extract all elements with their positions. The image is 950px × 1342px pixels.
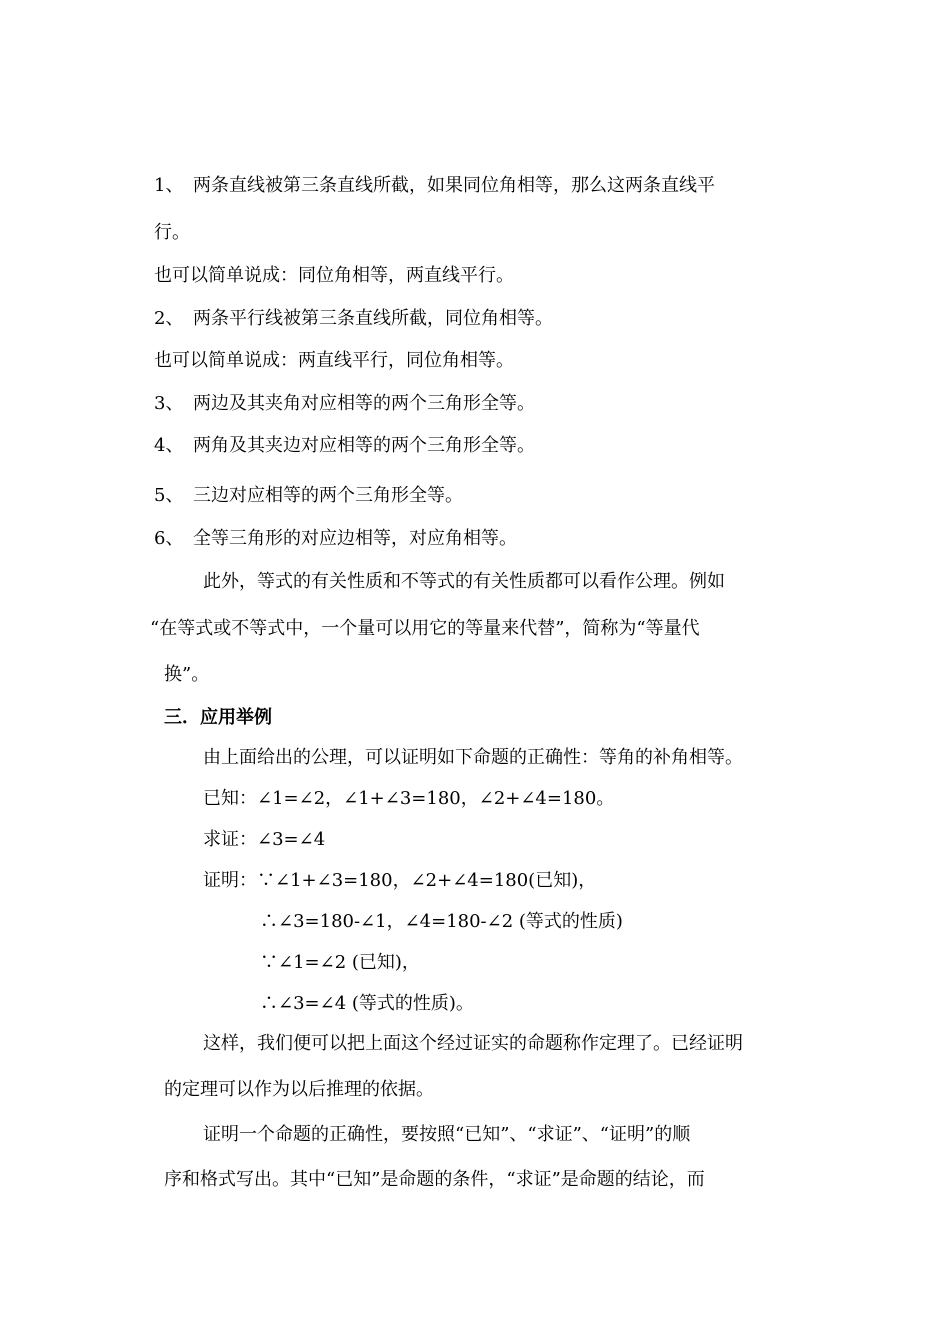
example-given: 已知：∠1=∠2，∠1+∠3=180，∠2+∠4=180。 [203, 788, 615, 809]
axiom-3-line-1: 两边及其夹角对应相等的两个三角形全等。 [193, 393, 535, 414]
axiom-5-number: 5、 [154, 485, 184, 506]
extra-line-1: 此外，等式的有关性质和不等式的有关性质都可以看作公理。例如 [203, 571, 725, 592]
axiom-6-line-1: 全等三角形的对应边相等，对应角相等。 [193, 528, 517, 549]
section-heading: 三．应用举例 [164, 707, 272, 728]
proof-line-3: ∵∠1=∠2 (已知)， [260, 952, 420, 973]
axiom-1-number: 1、 [154, 175, 184, 196]
axiom-1-note: 也可以简单说成：同位角相等，两直线平行。 [154, 265, 514, 286]
closing-p2-line-2: 序和格式写出。其中“已知”是命题的条件，“求证”是命题的结论，而 [164, 1169, 705, 1190]
axiom-5-line-1: 三边对应相等的两个三角形全等。 [193, 485, 463, 506]
example-prove: 求证：∠3=∠4 [203, 829, 326, 850]
axiom-1-line-2: 行。 [154, 222, 190, 243]
axiom-4-line-1: 两角及其夹边对应相等的两个三角形全等。 [193, 435, 535, 456]
proof-line-2: ∴∠3=180-∠1，∠4=180-∠2 (等式的性质) [260, 911, 623, 932]
axiom-1-line-1: 两条直线被第三条直线所截，如果同位角相等，那么这两条直线平 [193, 175, 715, 196]
extra-line-2: “在等式或不等式中，一个量可以用它的等量来代替”，简称为“等量代 [150, 618, 700, 639]
axiom-2-number: 2、 [154, 308, 184, 329]
proof-line-1: 证明：∵∠1+∠3=180，∠2+∠4=180(已知)， [203, 870, 597, 891]
axiom-3-number: 3、 [154, 393, 184, 414]
axiom-2-note: 也可以简单说成：两直线平行，同位角相等。 [154, 350, 514, 371]
axiom-2-line-1: 两条平行线被第三条直线所截，同位角相等。 [193, 308, 553, 329]
closing-p1-line-2: 的定理可以作为以后推理的依据。 [164, 1079, 434, 1100]
proof-line-4: ∴∠3=∠4 (等式的性质)。 [260, 993, 474, 1014]
axiom-4-number: 4、 [154, 435, 184, 456]
extra-line-3: 换”。 [164, 664, 210, 685]
closing-p2-line-1: 证明一个命题的正确性，要按照“已知”、“求证”、“证明”的顺 [203, 1124, 691, 1145]
example-intro: 由上面给出的公理，可以证明如下命题的正确性：等角的补角相等。 [203, 747, 743, 768]
closing-p1-line-1: 这样，我们便可以把上面这个经过证实的命题称作定理了。已经证明 [203, 1033, 743, 1054]
axiom-6-number: 6、 [154, 528, 184, 549]
